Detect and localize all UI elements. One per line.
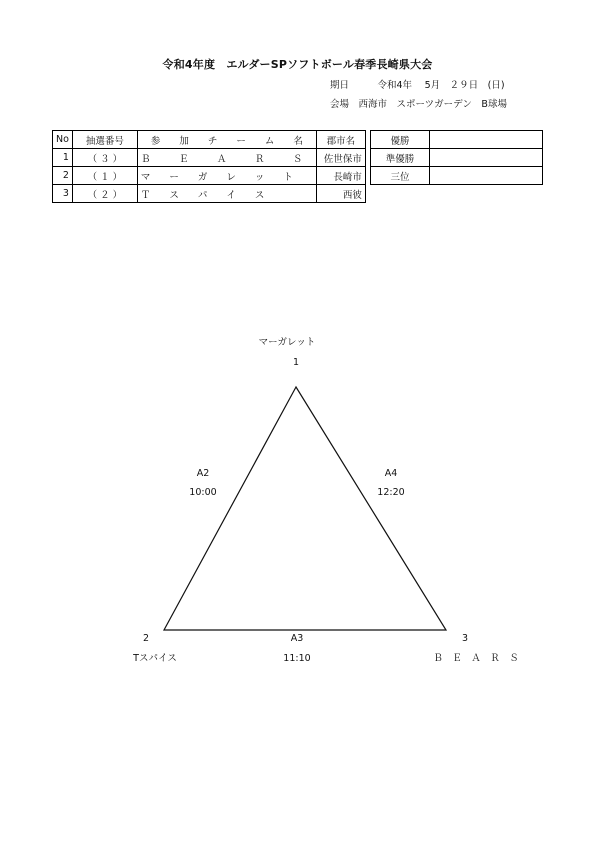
top-team-number: 1 [292, 357, 300, 368]
entry-city: 佐世保市 [316, 149, 365, 167]
bracket-triangle [164, 387, 446, 630]
top-team-name: マーガレット [258, 337, 316, 348]
left-team-name: Tスパイス [133, 653, 177, 664]
right-team-number: 3 [461, 633, 469, 644]
entry-team: マ ー ガ レ ッ ト [137, 167, 316, 185]
game-time-left: 10:00 [189, 487, 217, 498]
event-venue: 会場 西海市 スポーツガーデン B球場 [330, 99, 507, 110]
entry-no: 1 [53, 149, 73, 167]
entry-city: 長崎市 [316, 167, 365, 185]
page-title: 令和4年度 エルダーSPソフトボール春季長崎県大会 [162, 58, 433, 71]
header-city: 郡市名 [316, 131, 365, 149]
left-team-number: 2 [142, 633, 150, 644]
game-code-right: A4 [384, 468, 398, 479]
result-label-champion: 優勝 [371, 131, 430, 149]
entry-team: Ｂ Ｅ Ａ Ｒ Ｓ [137, 149, 316, 167]
game-code-bottom: A3 [290, 633, 304, 644]
entry-no: 3 [53, 185, 73, 203]
result-label-runner-up: 準優勝 [371, 149, 430, 167]
result-label-third: 三位 [371, 167, 430, 185]
entry-no: 2 [53, 167, 73, 185]
entry-draw: （ １ ） [72, 167, 137, 185]
entry-city: 西彼 [316, 185, 365, 203]
game-time-right: 12:20 [377, 487, 405, 498]
entry-draw: （ ２ ） [72, 185, 137, 203]
game-code-left: A2 [196, 468, 210, 479]
game-time-bottom: 11:10 [283, 653, 311, 664]
header-no: No [53, 131, 73, 149]
right-team-name: Ｂ Ｅ Ａ Ｒ Ｓ [433, 653, 519, 664]
header-draw-number: 抽選番号 [72, 131, 137, 149]
entry-draw: （ ３ ） [72, 149, 137, 167]
event-date: 期日 令和4年 5月 ２９日 (日) [330, 80, 505, 91]
header-team-name: 参 加 チ ー ム 名 [137, 131, 316, 149]
entry-team: Ｔ ス パ イ ス [137, 185, 316, 203]
